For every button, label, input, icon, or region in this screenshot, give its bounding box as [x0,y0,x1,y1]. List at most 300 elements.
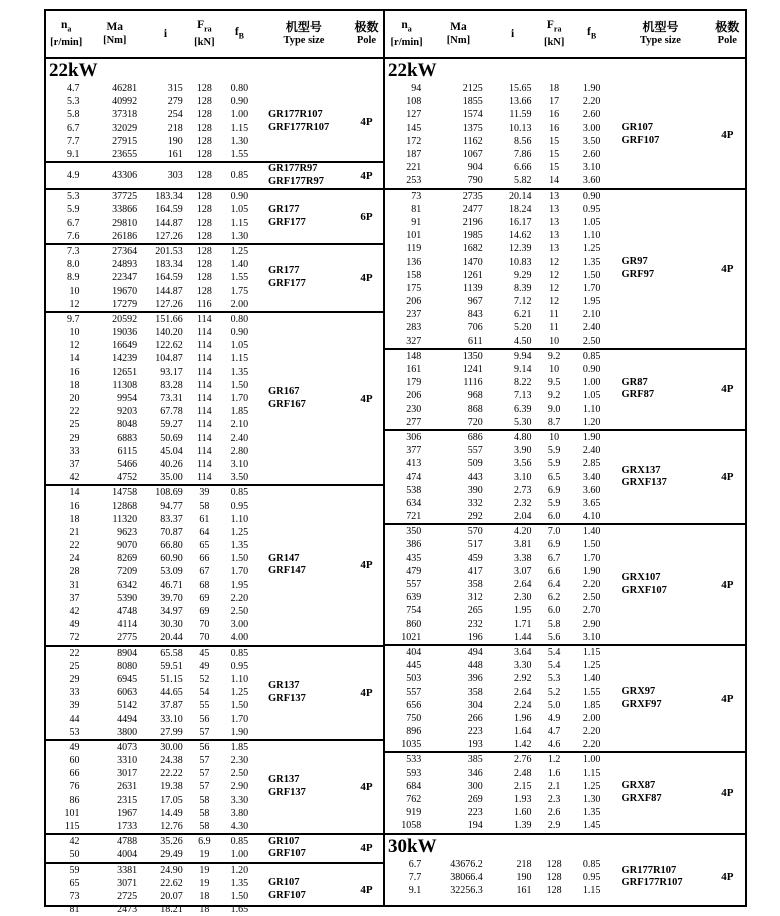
model-name: GRF177R107 [621,877,683,889]
cell-fra: 6.2 [547,592,561,604]
cell-fb: 3.65 [582,497,601,509]
cell-i: 11.59 [509,109,532,121]
cell-fra: 114 [197,313,212,325]
cell-i: 35.26 [160,836,183,848]
spec-row [46,660,258,673]
spec-row [385,148,611,161]
cell-ma: 448 [467,660,483,672]
cell-i: 183.34 [155,259,183,271]
spec-rows [385,858,611,898]
cell-na: 5.3 [66,191,80,203]
model-cell [258,877,350,902]
cell-fb: 2.50 [230,768,249,780]
spec-row [385,819,611,832]
cell-i: 50.69 [160,432,183,444]
cell-na: 7.3 [66,245,80,257]
cell-na: 42 [69,606,80,618]
cell-ma: 1470 [462,256,483,268]
cell-i: 218 [167,122,183,134]
cell-ma: 12868 [112,500,138,512]
cell-i: 1.95 [513,605,532,617]
cell-fra: 116 [197,298,212,310]
cell-na: 754 [406,605,422,617]
cell-i: 2.04 [513,511,532,523]
cell-fra: 5.9 [547,497,561,509]
cell-i: 13.66 [508,96,532,108]
spec-row [46,686,258,699]
cell-i: 30.00 [160,741,183,753]
cell-ma: 300 [467,780,483,792]
spec-section [46,82,383,163]
spec-row [46,780,258,793]
cell-fra: 10 [549,335,560,347]
cell-fra: 16 [549,109,560,121]
spec-section [46,313,383,486]
col-header-unit: Type size [640,35,681,46]
spec-row [46,313,258,326]
cell-fra: 52 [199,673,210,685]
spec-row [385,712,611,725]
cell-fra: 65 [199,540,210,552]
cell-na: 634 [406,497,422,509]
spec-row [46,108,258,121]
cell-fb: 1.20 [582,416,601,428]
cell-na: 49 [69,619,80,631]
cell-na: 172 [406,135,422,147]
cell-fb: 1.30 [230,135,249,147]
cell-fra: 12 [549,256,560,268]
cell-ma: 6063 [117,687,138,699]
cell-i: 70.87 [160,526,183,538]
cell-ma: 46281 [112,83,138,95]
spec-row [46,135,258,148]
cell-fra: 69 [199,606,210,618]
cell-fra: 55 [199,700,210,712]
spec-row [385,793,611,806]
model-name: GRF107 [621,134,660,146]
spec-row [46,618,258,631]
pole-cell: 4P [360,842,373,855]
cell-ma: 2477 [462,203,483,215]
cell-na: 42 [69,472,80,484]
cell-na: 721 [406,511,422,523]
cell-na: 7.7 [66,135,80,147]
cell-ma: 33866 [112,204,138,216]
cell-fb: 2.00 [582,712,601,724]
cell-fra: 57 [199,755,210,767]
spec-row [385,229,611,242]
cell-fra: 5.2 [547,686,561,698]
cell-na: 1035 [401,739,422,751]
spec-row [46,190,258,203]
cell-na: 72 [69,632,80,644]
model-cell [611,686,709,711]
column-header-row [46,11,383,59]
cell-na: 9.7 [66,313,80,325]
cell-fra: 2.6 [547,807,561,819]
spec-row [46,835,258,848]
cell-i: 30.30 [160,619,183,631]
cell-ma: 9203 [117,406,138,418]
cell-fra: 18 [199,890,210,902]
cell-ma: 223 [467,726,483,738]
cell-i: 3.30 [513,660,532,672]
cell-ma: 358 [467,686,483,698]
cell-ma: 2196 [462,216,483,228]
spec-row [46,245,258,258]
cell-na: 413 [406,458,422,470]
model-name: GR107 [267,835,300,847]
cell-i: 73.31 [160,393,183,405]
spec-section [385,753,745,834]
cell-na: 8.9 [66,272,80,284]
model-cell [258,204,350,229]
cell-i: 2.15 [513,780,532,792]
cell-ma: 346 [467,767,483,779]
cell-fra: 6.6 [547,565,561,577]
col-header-label: 极数 [354,20,379,34]
spec-table-left-half [46,11,385,916]
cell-fb: 1.25 [230,687,249,699]
cell-i: 218 [516,858,532,870]
cell-i: 40.26 [160,458,183,470]
cell-fb: 1.25 [582,243,601,255]
cell-na: 860 [406,618,422,630]
cell-i: 22.22 [160,768,183,780]
cell-i: 122.62 [155,340,183,352]
cell-i: 1.60 [513,807,532,819]
cell-ma: 40992 [112,96,138,108]
cell-fra: 4.9 [547,712,561,724]
cell-ma: 570 [467,526,483,538]
cell-i: 65.58 [160,647,183,659]
cell-i: 37.87 [160,700,183,712]
spec-row [46,712,258,725]
pole-cell: 4P [360,271,373,284]
cell-ma: 4748 [117,606,138,618]
spec-row [385,255,611,268]
cell-ma: 5390 [117,592,138,604]
cell-na: 76 [69,781,80,793]
cell-na: 639 [406,592,422,604]
cell-ma: 390 [467,484,483,496]
cell-fra: 5.0 [547,699,561,711]
spec-row [385,780,611,793]
spec-row [385,216,611,229]
cell-na: 53 [69,726,80,738]
cell-na: 16 [69,366,80,378]
model-name: GRF177 [267,277,306,289]
cell-ma: 4114 [117,619,138,631]
cell-fb: 2.20 [582,579,601,591]
cell-na: 158 [406,269,422,281]
cell-i: 2.64 [513,579,532,591]
spec-row [46,217,258,230]
cell-fra: 19 [199,877,210,889]
cell-fb: 2.90 [230,781,249,793]
pole-cell: 6P [360,210,373,223]
col-header-unit: [kN] [543,36,565,48]
cell-na: 445 [406,660,422,672]
cell-na: 148 [406,350,422,362]
cell-i: 39.70 [160,592,183,604]
cell-fra: 56 [199,741,210,753]
spec-row [46,339,258,352]
cell-fb: 1.10 [230,673,249,685]
cell-ma: 2631 [117,781,138,793]
model-name: GRF147 [267,565,306,577]
model-name: GR107 [621,122,653,134]
cell-fb: 2.10 [582,309,601,321]
cell-fra: 1.6 [547,767,561,779]
cell-i: 104.87 [155,353,183,365]
cell-fra: 14 [549,175,560,187]
spec-row [46,647,258,660]
col-header-label: $F_{ra}$ [546,19,562,34]
cell-ma: 2725 [117,890,138,902]
cell-ma: 1375 [462,122,483,134]
cell-i: 35.00 [160,472,183,484]
cell-fb: 3.60 [582,484,601,496]
cell-fb: 1.70 [582,552,601,564]
cell-na: 44 [69,713,80,725]
model-name: GR167 [267,386,300,398]
col-header-unit: [r/min] [390,36,423,48]
cell-ma: 417 [467,565,483,577]
table-body-right [385,59,745,905]
cell-na: 127 [406,109,422,121]
spec-row [385,242,611,255]
col-header-fra [188,11,221,57]
cell-ma: 706 [467,322,483,334]
cell-na: 919 [406,807,422,819]
pole-cell: 4P [360,559,373,572]
spec-row [385,161,611,174]
spec-row [46,807,258,820]
cell-fb: 1.70 [230,566,249,578]
cell-fra: 128 [196,96,212,108]
cell-ma: 611 [468,335,483,347]
cell-na: 81 [69,904,80,916]
cell-i: 1.71 [513,618,532,630]
cell-na: 39 [69,700,80,712]
cell-fb: 1.15 [230,122,249,134]
spec-row [385,884,611,897]
cell-fra: 12 [549,296,560,308]
cell-fra: 17 [549,96,560,108]
cell-na: 12 [69,298,80,310]
cell-na: 377 [406,445,422,457]
spec-row [46,848,258,861]
col-header-ma [428,11,488,57]
spec-row [46,631,258,644]
spec-rows [46,835,258,861]
spec-row [385,376,611,389]
cell-na: 50 [69,849,80,861]
cell-i: 83.28 [160,379,183,391]
cell-fra: 128 [196,204,212,216]
cell-fb: 1.00 [230,109,249,121]
cell-fra: 61 [199,513,210,525]
cell-ma: 517 [467,539,483,551]
cell-fra: 12 [549,269,560,281]
cell-ma: 8904 [117,647,138,659]
spec-row [46,741,258,754]
cell-na: 16 [69,500,80,512]
spec-row [46,122,258,135]
cell-fb: 1.90 [582,565,601,577]
spec-row [46,352,258,365]
cell-fra: 114 [197,379,212,391]
cell-i: 6.66 [513,162,532,174]
spec-row [385,389,611,402]
spec-rows [46,82,258,161]
cell-fra: 128 [196,245,212,257]
cell-i: 8.22 [513,377,532,389]
cell-i: 9.14 [513,364,532,376]
cell-fra: 1.2 [547,754,561,766]
spec-section [385,190,745,350]
spec-row [385,646,611,659]
cell-fra: 9.0 [547,403,561,415]
spec-section [46,835,383,863]
cell-i: 8.56 [513,135,532,147]
cell-i: 7.12 [513,296,532,308]
cell-fb: 1.25 [582,780,601,792]
cell-na: 12 [69,340,80,352]
cell-fra: 128 [196,83,212,95]
spec-row [46,794,258,807]
cell-fb: 2.50 [582,592,601,604]
cell-ma: 32256.3 [450,884,483,896]
cell-na: 283 [406,322,422,334]
spec-row [385,470,611,483]
model-name: GR137 [267,680,300,692]
cell-i: 66.80 [160,540,183,552]
cell-fb: 4.30 [230,821,249,833]
cell-na: 206 [406,390,422,402]
pole-cell: 4P [721,871,734,884]
model-name: GR97 [621,256,648,268]
cell-fb: 2.30 [230,755,249,767]
cell-fb: 3.30 [230,794,249,806]
col-header-label: 机型号 [642,20,679,34]
cell-i: 6.21 [513,309,532,321]
cell-ma: 1261 [462,269,483,281]
cell-ma: 304 [467,699,483,711]
spec-row [46,726,258,739]
cell-ma: 4752 [117,472,138,484]
cell-fb: 2.60 [582,149,601,161]
cell-na: 221 [406,162,422,174]
cell-i: 8.39 [513,282,532,294]
cell-na: 14 [69,353,80,365]
pole-cell: 4P [360,780,373,793]
cell-fb: 1.35 [230,366,249,378]
cell-fra: 13 [549,216,560,228]
spec-row [46,903,258,916]
cell-fb: 0.80 [230,83,249,95]
cell-i: 3.07 [513,565,532,577]
cell-fra: 5.9 [547,458,561,470]
cell-ma: 3017 [117,768,138,780]
spec-row [385,174,611,187]
cell-fra: 8.7 [547,416,561,428]
cell-i: 22.62 [160,877,183,889]
cell-fra: 5.6 [547,631,561,643]
cell-i: 24.38 [160,755,183,767]
cell-na: 8.0 [66,259,80,271]
cell-na: 18 [69,379,80,391]
cell-na: 60 [69,755,80,767]
col-header-unit: [kN] [194,36,215,48]
col-header-label: i [510,27,515,40]
spec-row [385,350,611,363]
spec-section [385,431,745,525]
cell-fra: 13 [549,190,560,202]
spec-row [46,432,258,445]
cell-na: 533 [406,754,422,766]
spec-row [385,95,611,108]
cell-na: 6.7 [66,122,80,134]
cell-fra: 13 [549,230,560,242]
cell-fra: 58 [199,807,210,819]
cell-fb: 0.85 [230,836,249,848]
spec-row [385,82,611,95]
cell-na: 73 [411,190,422,202]
cell-fb: 0.90 [582,364,601,376]
spec-row [46,486,258,499]
cell-fb: 1.50 [582,269,601,281]
col-header-unit: [r/min] [50,36,83,48]
cell-na: 557 [406,686,422,698]
cell-fb: 1.15 [582,884,601,896]
cell-i: 140.20 [155,327,183,339]
cell-i: 7.13 [513,390,532,402]
cell-na: 4.9 [66,170,80,182]
cell-na: 42 [69,836,80,848]
cell-fra: 6.0 [547,511,561,523]
cell-na: 9.1 [408,884,422,896]
cell-fra: 6.9 [198,836,211,848]
cell-i: 6.39 [513,403,532,415]
cell-fra: 128 [196,170,212,182]
cell-fra: 18 [549,83,560,95]
cell-ma: 9070 [117,540,138,552]
cell-fra: 114 [197,366,212,378]
cell-ma: 3800 [117,726,138,738]
spec-rows [46,864,258,916]
cell-i: 5.30 [513,416,532,428]
spec-row [46,864,258,877]
col-header-label: $F_{ra}$ [197,19,212,34]
cell-i: 53.09 [160,566,183,578]
cell-fra: 58 [199,794,210,806]
cell-fb: 3.00 [582,122,601,134]
spec-row [46,565,258,578]
model-name: GRF167 [267,398,306,410]
cell-fra: 114 [197,419,212,431]
cell-ma: 967 [467,296,483,308]
cell-na: 22 [69,406,80,418]
cell-fra: 64 [199,526,210,538]
spec-row [46,148,258,161]
spec-row [385,135,611,148]
cell-ma: 3071 [117,877,138,889]
cell-na: 33 [69,445,80,457]
cell-fb: 0.95 [582,203,601,215]
spec-row [46,499,258,512]
